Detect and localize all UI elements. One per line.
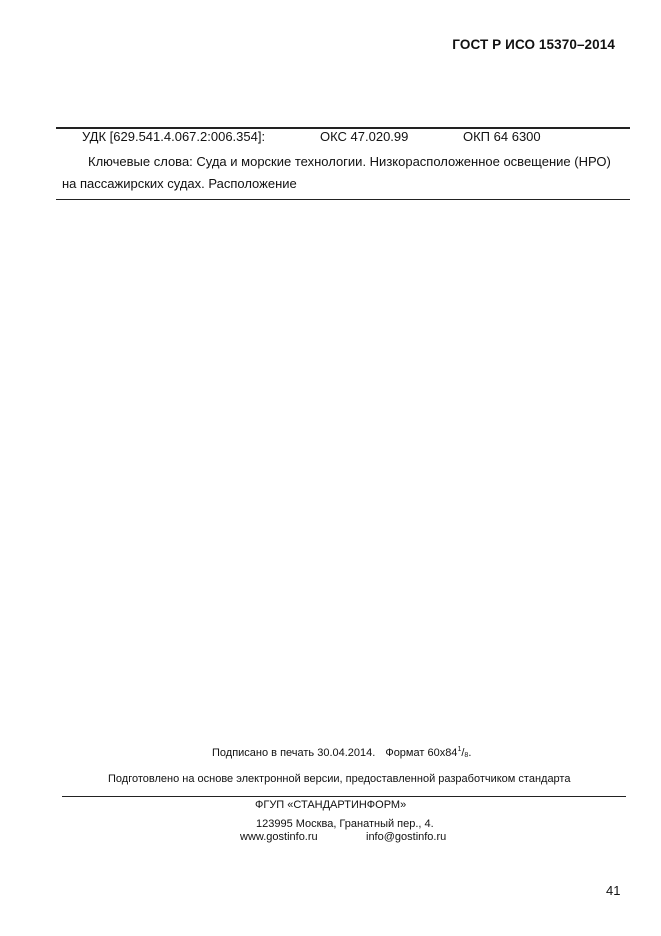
- publisher-website: www.gostinfo.ru: [240, 831, 318, 843]
- format-denominator: 8: [464, 752, 469, 759]
- imprint-divider: [62, 796, 626, 797]
- keywords-line-2: на пассажирских судах. Расположение: [62, 176, 297, 191]
- publisher-name: ФГУП «СТАНДАРТИНФОРМ»: [255, 799, 407, 811]
- okp-code: ОКП 64 6300: [463, 129, 541, 144]
- keywords-line-1: Ключевые слова: Суда и морские технологии. Низкорасположенное освещение (НРО): [88, 154, 611, 169]
- publisher-email: info@gostinfo.ru: [366, 831, 447, 843]
- page-number: 41: [606, 883, 621, 898]
- publisher-address: 123995 Москва, Гранатный пер., 4.: [256, 818, 434, 830]
- format-label: Формат 60х84: [385, 747, 458, 759]
- signed-date: Подписано в печать 30.04.2014.: [212, 747, 376, 759]
- keywords-divider: [56, 199, 630, 200]
- standard-code: ГОСТ Р ИСО 15370–2014: [452, 37, 615, 52]
- format-numerator: 1: [457, 746, 462, 753]
- paper-format: Формат $60х84^1/_8$.: [385, 746, 472, 759]
- oks-code: ОКС 47.020.99: [320, 129, 409, 144]
- udk-code: УДК [629.541.4.067.2:006.354]:: [82, 129, 266, 144]
- prepared-note: Подготовлено на основе электронной версии, предоставленной разработчиком стандарта: [108, 773, 571, 785]
- signed-info: [212, 746, 471, 759]
- format-suffix: .: [468, 747, 472, 759]
